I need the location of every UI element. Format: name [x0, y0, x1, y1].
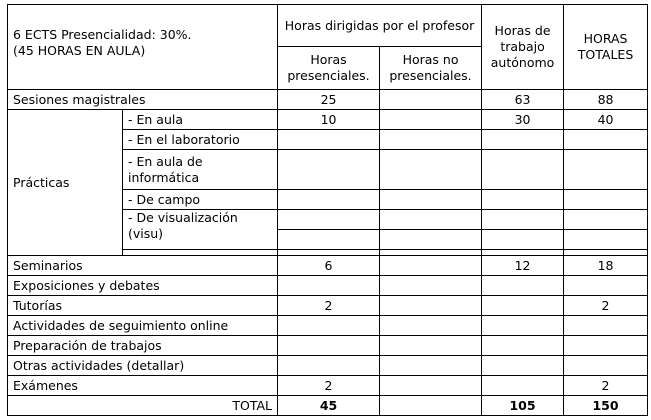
row-label-practicas: Prácticas	[8, 110, 123, 256]
cell-no-presenciales	[380, 316, 482, 336]
header-horas-totales: HORAS TOTALES	[564, 5, 648, 90]
cell-autonomo	[482, 130, 564, 150]
cell-totales: 2	[564, 376, 648, 396]
cell-presenciales: 2	[278, 296, 380, 316]
cell-autonomo	[482, 190, 564, 210]
total-no-presenciales	[380, 396, 482, 416]
cell-no-presenciales	[380, 110, 482, 130]
header-horas-no-presenciales: Horas no presenciales.	[380, 47, 482, 90]
cell-no-presenciales	[380, 356, 482, 376]
cell-no-presenciales	[380, 256, 482, 276]
sub-label-laboratorio: - En el laboratorio	[123, 130, 278, 150]
header-row-1	[8, 5, 648, 47]
cell-autonomo: 63	[482, 90, 564, 110]
cell-presenciales	[278, 336, 380, 356]
cell-totales	[564, 356, 648, 376]
sub-label-en-aula: - En aula	[123, 110, 278, 130]
cell-autonomo	[482, 150, 564, 190]
table-row	[8, 256, 648, 276]
row-label-otras: Otras actividades (detallar)	[8, 356, 278, 376]
total-row	[8, 396, 648, 416]
cell-totales	[564, 316, 648, 336]
cell-totales	[564, 210, 648, 230]
sub-label-de-campo: - De campo	[123, 190, 278, 210]
sub-label-visualizacion: - De visualización (visu)	[123, 210, 278, 250]
cell-presenciales	[278, 276, 380, 296]
hours-table	[7, 4, 648, 416]
cell-no-presenciales	[380, 376, 482, 396]
row-label-tutorias: Tutorías	[8, 296, 278, 316]
row-label-seminarios: Seminarios	[8, 256, 278, 276]
cell-no-presenciales	[380, 190, 482, 210]
cell-no-presenciales	[380, 276, 482, 296]
cell-presenciales	[278, 130, 380, 150]
cell-autonomo: 12	[482, 256, 564, 276]
cell-autonomo: 30	[482, 110, 564, 130]
cell-no-presenciales	[380, 336, 482, 356]
table-row	[8, 276, 648, 296]
cell-totales	[564, 190, 648, 210]
cell-autonomo	[482, 336, 564, 356]
row-label-preparacion: Preparación de trabajos	[8, 336, 278, 356]
cell-no-presenciales	[380, 296, 482, 316]
cell-totales: 18	[564, 256, 648, 276]
cell-totales	[564, 150, 648, 190]
cell-empty	[482, 230, 564, 250]
cell-autonomo	[482, 210, 564, 230]
cell-autonomo	[482, 356, 564, 376]
cell-totales	[564, 130, 648, 150]
total-presenciales: 45	[278, 396, 380, 416]
header-horas-dirigidas: Horas dirigidas por el profesor	[278, 5, 482, 47]
cell-presenciales	[278, 190, 380, 210]
table-row	[8, 316, 648, 336]
cell-empty	[380, 230, 482, 250]
cell-no-presenciales	[380, 150, 482, 190]
cell-presenciales	[278, 150, 380, 190]
ects-info-line-2: (45 HORAS EN AULA)	[13, 43, 146, 58]
cell-empty	[278, 230, 380, 250]
header-horas-autonomo: Horas de trabajo autónomo	[482, 5, 564, 90]
row-label-exposiciones: Exposiciones y debates	[8, 276, 278, 296]
cell-totales: 40	[564, 110, 648, 130]
cell-presenciales: 10	[278, 110, 380, 130]
ects-info-cell	[8, 5, 278, 90]
cell-presenciales: 25	[278, 90, 380, 110]
ects-info-line-1: 6 ECTS Presencialidad: 30%.	[13, 27, 192, 42]
table-row	[8, 336, 648, 356]
table-row	[8, 110, 648, 130]
cell-no-presenciales	[380, 90, 482, 110]
header-horas-presenciales: Horas presenciales.	[278, 47, 380, 90]
row-label-seguimiento: Actividades de seguimiento online	[8, 316, 278, 336]
table-row	[8, 376, 648, 396]
cell-presenciales: 6	[278, 256, 380, 276]
cell-presenciales	[278, 316, 380, 336]
cell-empty	[564, 230, 648, 250]
cell-totales	[564, 336, 648, 356]
cell-presenciales	[278, 356, 380, 376]
cell-totales: 2	[564, 296, 648, 316]
cell-totales	[564, 276, 648, 296]
table-row	[8, 90, 648, 110]
total-label: TOTAL	[8, 396, 278, 416]
cell-autonomo	[482, 316, 564, 336]
cell-totales: 88	[564, 90, 648, 110]
cell-no-presenciales	[380, 130, 482, 150]
total-autonomo: 105	[482, 396, 564, 416]
sub-label-aula-informatica: - En aula de informática	[123, 150, 278, 190]
cell-autonomo	[482, 296, 564, 316]
cell-no-presenciales	[380, 210, 482, 230]
cell-autonomo	[482, 276, 564, 296]
table-row	[8, 356, 648, 376]
row-label-sesiones: Sesiones magistrales	[8, 90, 278, 110]
total-totales: 150	[564, 396, 648, 416]
cell-presenciales: 2	[278, 376, 380, 396]
cell-autonomo	[482, 376, 564, 396]
cell-presenciales	[278, 210, 380, 230]
table-row	[8, 296, 648, 316]
row-label-examenes: Exámenes	[8, 376, 278, 396]
